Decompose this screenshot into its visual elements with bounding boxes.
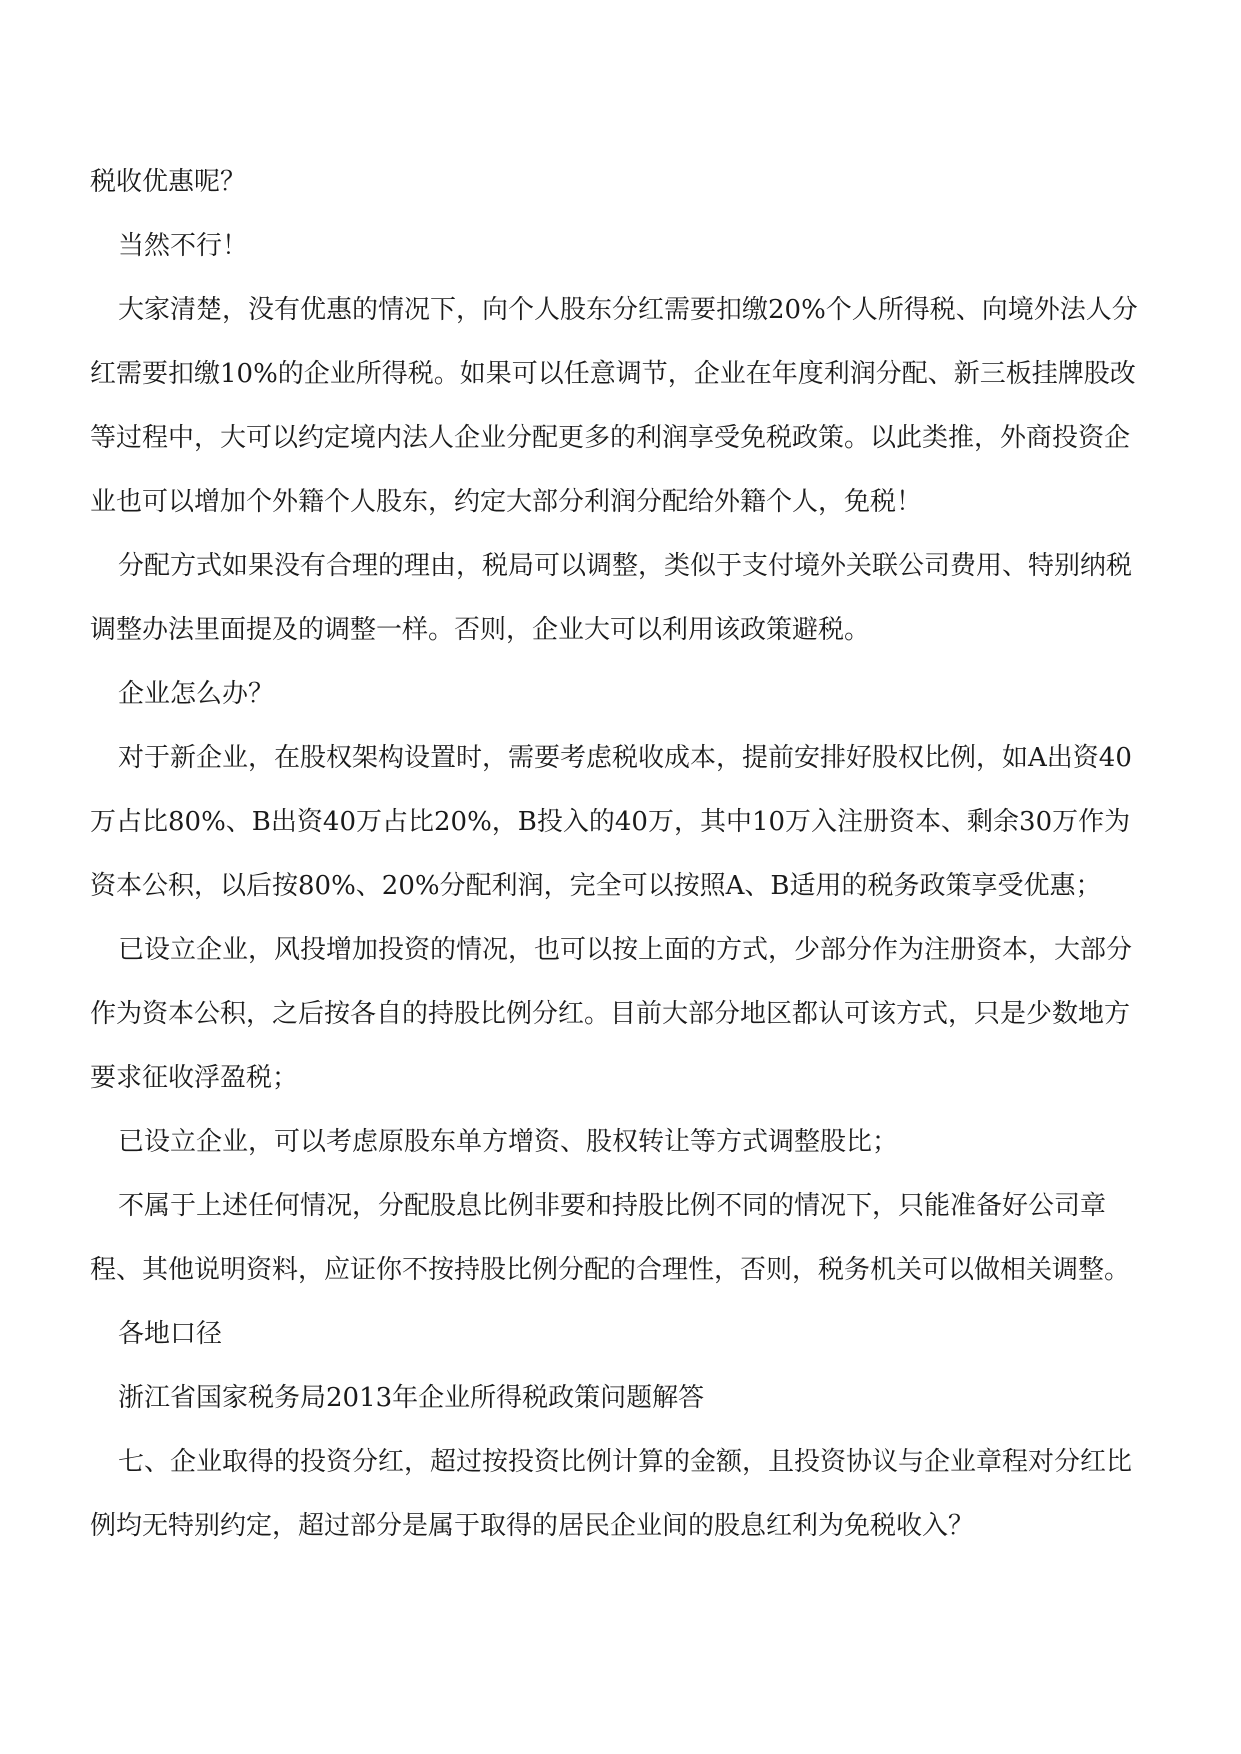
paragraph-adjustment: 分配方式如果没有合理的理由，税局可以调整，类似于支付境外关联公司费用、特别纳税调整办法里面提及的调整一样。否则，企业大可以利用该政策避税。 (90, 551, 1133, 645)
paragraph-question: 企业怎么办？ (118, 679, 275, 709)
paragraph-continuation: 税收优惠呢？ (90, 167, 247, 197)
paragraph-item-seven: 七、企业取得的投资分红，超过按投资比例计算的金额，且投资协议与企业章程对分红比例均无特别约定，超过部分是属于取得的居民企业间的股息红利为免税收入？ (90, 1447, 1133, 1541)
paragraph-explanation: 大家清楚，没有优惠的情况下，向个人股东分红需要扣缴20%个人所得税、向境外法人分红需要扣缴10%的企业所得税。如果可以任意调节，企业在年度利润分配、新三板挂牌股改等过程中，大可以约定境内法人企业分配更多的利润享受免税政策。以此类推，外商投资企业也可以增加个外籍个人股东，约定大部分利润分配给外籍个人，免税！ (90, 295, 1138, 517)
paragraph-other-cases: 不属于上述任何情况，分配股息比例非要和持股比例不同的情况下，只能准备好公司章程、其他说明资料，应证你不按持股比例分配的合理性，否则，税务机关可以做相关调整。 (90, 1191, 1131, 1285)
paragraph-existing-enterprise-vc: 已设立企业，风投增加投资的情况，也可以按上面的方式，少部分作为注册资本，大部分作为资本公积，之后按各自的持股比例分红。目前大部分地区都认可该方式，只是少数地方要求征收浮盈税； (90, 935, 1133, 1093)
paragraph-source-title: 浙江省国家税务局2013年企业所得税政策问题解答 (118, 1383, 705, 1413)
paragraph-section-heading: 各地口径 (118, 1319, 223, 1349)
paragraph-existing-enterprise-transfer: 已设立企业，可以考虑原股东单方增资、股权转让等方式调整股比； (118, 1127, 899, 1157)
paragraph-answer: 当然不行！ (118, 231, 249, 261)
document-body (90, 150, 1155, 1558)
paragraph-new-enterprise: 对于新企业，在股权架构设置时，需要考虑税收成本，提前安排好股权比例，如A出资40万占比80%、B出资40万占比20%，B投入的40万，其中10万入注册资本、剩余30万作为资本公积，以后按80%、20%分配利润，完全可以按照A、B适用的税务政策享受优惠； (90, 743, 1132, 901)
